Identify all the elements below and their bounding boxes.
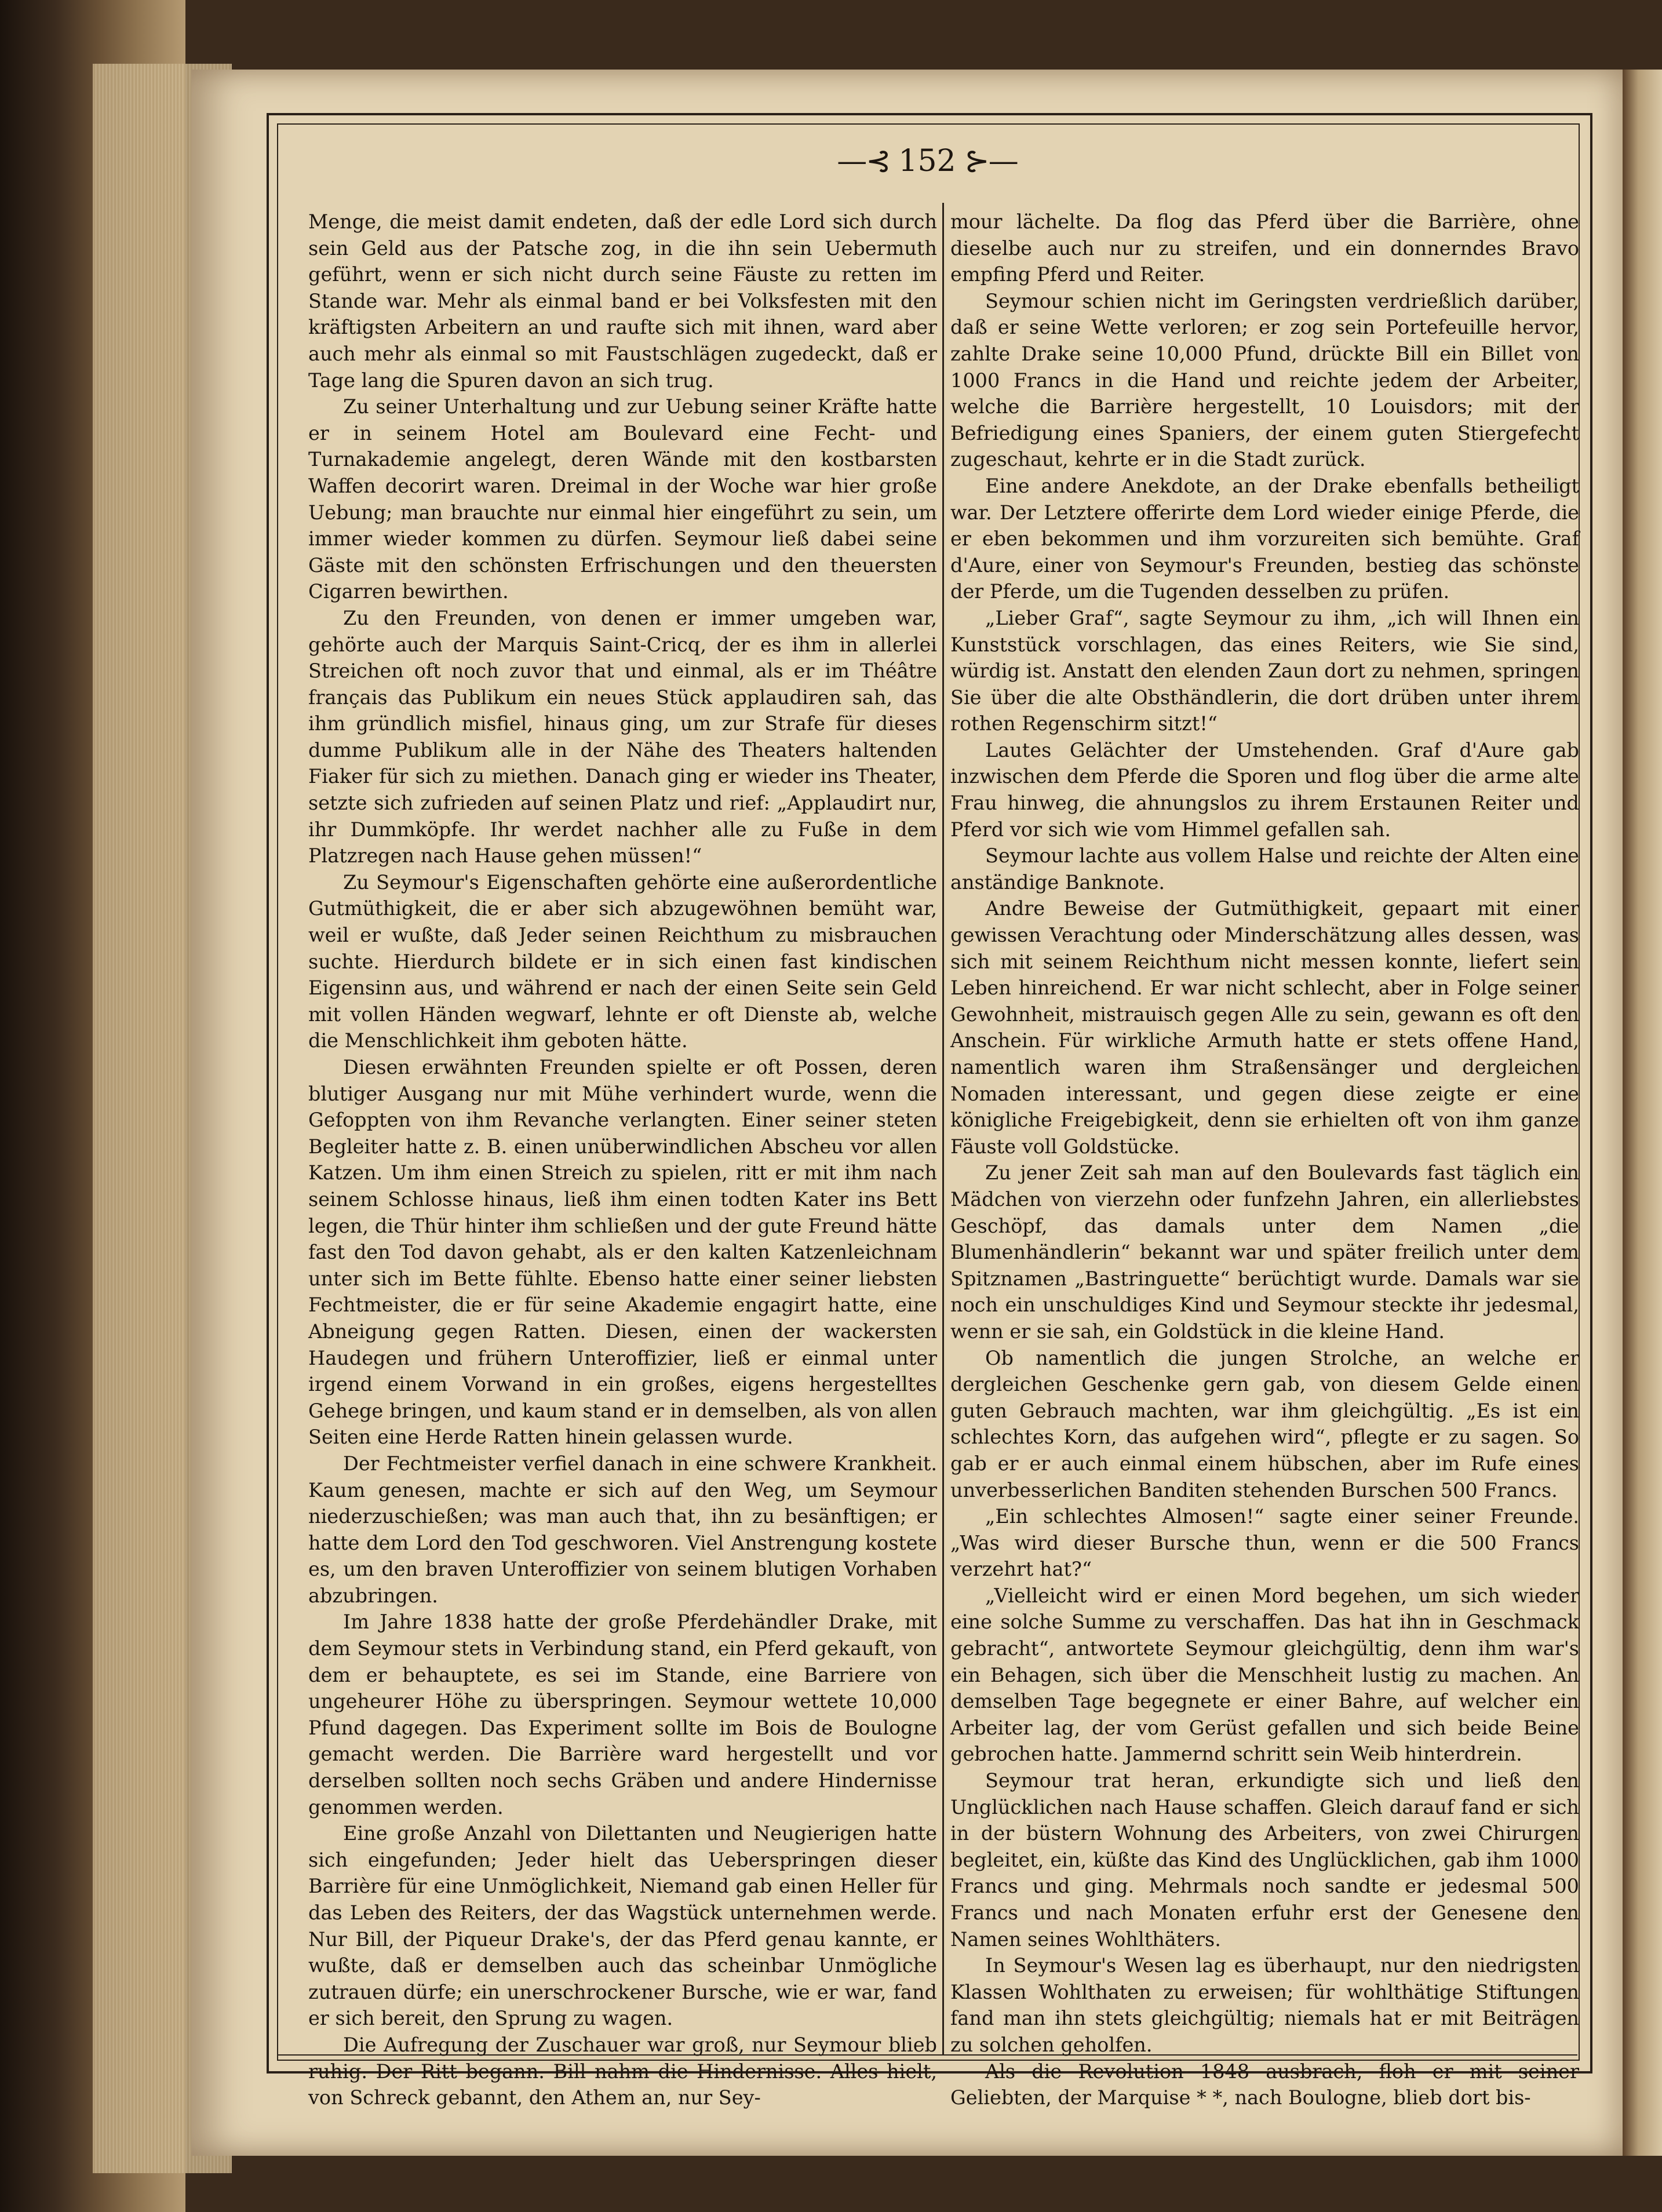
- paragraph: Der Fechtmeister verfiel danach in eine schwere Krankheit. Kaum genesen, machte er sich auf den Weg, um Seymour niederzuschießen; was man auch that, ihn zu besänftigen; er hatte dem Lord den Tod geschworen. Viel Anstrengung kostete es, um den braven Unteroffizier von seinem blutigen Vorhaben abzubringen.: [308, 1452, 937, 1607]
- paragraph: Lautes Gelächter der Umstehenden. Graf d'Aure gab inzwischen dem Pferde die Sporen und flog über die arme alte Frau hinweg, die ahnungslos zu ihrem Erstaunen Reiter und Pferd vor sich wie vom Himmel gefallen sah.: [950, 738, 1579, 841]
- paragraph: Diesen erwähnten Freunden spielte er oft Possen, deren blutiger Ausgang nur mit Mühe verhindert wurde, wenn die Gefoppten von ihm Revanche verlangten. Einer seiner steten Begleiter hatte z. B. einen unüberwindlichen Abscheu vor allen Katzen. Um ihm einen Streich zu spielen, ritt er mit ihm nach seinem Schlosse hinaus, ließ ihm einen todten Kater ins Bett legen, die Thür hinter ihm schließen und der gute Freund hätte fast den Tod davon gehabt, als er den kalten Katzenleichnam unter sich im Bette fühlte. Ebenso hatte einer seiner liebsten Fechtmeister, die er für seine Akademie engagirt hatte, eine Abneigung gegen Ratten. Diesen, einen der wackersten Haudegen und frühern Unteroffizier, ließ er einmal unter irgend einem Vorwand in ein großes, eigens hergestelltes Gehege bringen, und kaum stand er in demselben, als von allen Seiten eine Herde Ratten hinein gelassen wurde.: [308, 1056, 937, 1449]
- paragraph: Seymour lachte aus vollem Halse und reichte der Alten eine anständige Banknote.: [950, 844, 1579, 894]
- paragraph: Zu seiner Unterhaltung und zur Uebung seiner Kräfte hatte er in seinem Hotel am Boulevard eine Fecht- und Turnakademie angelegt, deren Wände mit den kostbarsten Waffen decorirt waren. Dreimal in der Woche war hier große Uebung; man brauchte nur einmal hier eingeführt zu sein, um immer wieder kommen zu dürfen. Seymour ließ dabei seine Gäste mit den schönsten Erfrischungen und den theuersten Cigarren bewirthen.: [308, 395, 937, 603]
- page-number: 152: [898, 144, 956, 178]
- text-column-left: [308, 209, 937, 2109]
- paragraph: Ob namentlich die jungen Strolche, an welche er dergleichen Geschenke gern gab, von diesem Gelde einen guten Gebrauch machten, war ihm gleichgültig. „Es ist ein schlechtes Korn, das aufgehen wird“, pflegte er zu sagen. So gab er er auch einmal einem hübschen, aber im Rufe eines unverbesserlichen Banditen stehenden Burschen 500 Francs.: [950, 1346, 1579, 1502]
- page-header: [277, 144, 1577, 190]
- paragraph: „Vielleicht wird er einen Mord begehen, um sich wieder eine solche Summe zu verschaffen. Das hat ihn in Geschmack gebracht“, antwortete Seymour gleichgültig, denn ihm war's ein Behagen, sich über die Menschheit lustig zu machen. An demselben Tage begegnete er einer Bahre, auf welcher ein Arbeiter lag, der vom Gerüst gefallen und sich beide Beine gebrochen hatte. Jammernd schritt sein Weib hinterdrein.: [950, 1584, 1579, 1766]
- paragraph: Als die Revolution 1848 ausbrach, floh er mit seiner Geliebten, der Marquise * *, nach Boulogne, blieb dort bis-: [950, 2060, 1579, 2109]
- paragraph: Eine große Anzahl von Dilettanten und Neugierigen hatte sich eingefunden; Jeder hielt das Ueberspringen dieser Barrière für eine Unmöglichkeit, Niemand gab einen Heller für das Leben des Reiters, der das Wagstück unternehmen werde. Nur Bill, der Piqueur Drake's, der das Pferd genau kannte, er wußte, daß er demselben auch das scheinbar Unmögliche zutrauen dürfe; ein unerschrockener Bursche, wie er war, fand er sich bereit, den Sprung zu wagen.: [308, 1822, 937, 2030]
- column-divider: [942, 203, 944, 2054]
- paragraph: „Lieber Graf“, sagte Seymour zu ihm, „ich will Ihnen ein Kunststück vorschlagen, das eines Reiters, wie Sie sind, würdig ist. Anstatt den elenden Zaun dort zu nehmen, springen Sie über die alte Obsthändlerin, die dort drüben unter ihrem rothen Regenschirm sitzt!“: [950, 606, 1579, 735]
- paragraph: Menge, die meist damit endeten, daß der edle Lord sich durch sein Geld aus der Patsche zog, in die ihn sein Uebermuth geführt, wenn er sich nicht durch seine Fäuste zu retten im Stande war. Mehr als einmal band er bei Volksfesten mit den kräftigsten Arbeitern an und raufte sich mit ihnen, ward aber auch mehr als einmal so mit Faustschlägen zugedeckt, daß er Tage lang die Spuren davon an sich trug.: [308, 210, 937, 392]
- paragraph: mour lächelte. Da flog das Pferd über die Barrière, ohne dieselbe auch nur zu streifen, und ein donnerndes Bravo empfing Pferd und Reiter.: [950, 210, 1579, 286]
- paragraph: „Ein schlechtes Almosen!“ sagte einer seiner Freunde. „Was wird dieser Bursche thun, wenn er die 500 Francs verzehrt hat?“: [950, 1505, 1579, 1581]
- paragraph: In Seymour's Wesen lag es überhaupt, nur den niedrigsten Klassen Wohlthaten zu erweisen; für wohlthätige Stiftungen fand man ihn stets gleichgültig; niemals hat er mit Beiträgen zu solchen geholfen.: [950, 1954, 1579, 2056]
- paragraph: Zu jener Zeit sah man auf den Boulevards fast täglich ein Mädchen von vierzehn oder funfzehn Jahren, ein allerliebstes Geschöpf, das damals unter dem Namen „die Blumenhändlerin“ bekannt war und später freilich unter dem Spitznamen „Bastringuette“ berüchtigt wurde. Damals war sie noch ein unschuldiges Kind und Seymour steckte ihr jedesmal, wenn er sie sah, ein Goldstück in die kleine Hand.: [950, 1161, 1579, 1343]
- paragraph: Im Jahre 1838 hatte der große Pferdehändler Drake, mit dem Seymour stets in Verbindung stand, ein Pferd gekauft, von dem er behauptete, es sei im Stande, eine Barriere von ungeheurer Höhe zu überspringen. Seymour wettete 10,000 Pfund dagegen. Das Experiment sollte im Bois de Boulogne gemacht werden. Die Barrière ward hergestellt und vor derselben sollten noch sechs Gräben und andere Hindernisse genommen werden.: [308, 1610, 937, 1819]
- header-ornament-left: —⊰: [837, 144, 899, 178]
- paragraph: Andre Beweise der Gutmüthigkeit, gepaart mit einer gewissen Verachtung oder Minderschätzung alles dessen, was sich mit seinem Reichthum nicht messen konnte, liefert sein Leben hinreichend. Er war nicht schlecht, aber in Folge seiner Gewohnheit, mistrauisch gegen Alle zu sein, gewann es oft den Anschein. Für wirkliche Armuth hatte er stets offene Hand, namentlich waren ihm Straßensänger und dergleichen Nomaden interessant, und gegen diese zeigte er eine königliche Freigebigkeit, denn sie erhielten oft von ihm ganze Fäuste voll Goldstücke.: [950, 897, 1579, 1158]
- paragraph: Die Aufregung der Zuschauer war groß, nur Seymour blieb ruhig. Der Ritt begann. Bill nahm die Hindernisse. Alles hielt, von Schreck gebannt, den Athem an, nur Sey-: [308, 2033, 937, 2109]
- text-column-right: [950, 209, 1579, 2109]
- facing-page-edge: [1623, 70, 1662, 2156]
- header-ornament-right: ⊱—: [956, 144, 1018, 178]
- paragraph: Zu Seymour's Eigenschaften gehörte eine außerordentliche Gutmüthigkeit, die er aber sich abzugewöhnen bemüht war, weil er wußte, daß Jeder seinen Reichthum zu misbrauchen suchte. Hierdurch bildete er in sich einen fast kindischen Eigensinn aus, und während er nach der einen Seite sein Geld mit vollen Händen wegwarf, lehnte er oft Dienste ab, welche die Menschlichkeit ihm geboten hätte.: [308, 870, 937, 1052]
- paragraph: Eine andere Anekdote, an der Drake ebenfalls betheiligt war. Der Letztere offerirte dem Lord wieder einige Pferde, die er eben bekommen und ihm vorzureiten sich bemühte. Graf d'Aure, einer von Seymour's Freunden, bestieg das schönste der Pferde, um die Tugenden desselben zu prüfen.: [950, 474, 1579, 603]
- paragraph: Zu den Freunden, von denen er immer umgeben war, gehörte auch der Marquis Saint-Cricq, der es ihm in allerlei Streichen oft noch zuvor that und einmal, als er im Théâtre français das Publikum ein neues Stück applaudiren sah, das ihm gründlich misfiel, hinaus ging, um zur Strafe für dieses dumme Publikum alle in der Nähe des Theaters haltenden Fiaker für sich zu miethen. Danach ging er wieder ins Theater, setzte sich zufrieden auf seinen Platz und rief: „Applaudirt nur, ihr Dummköpfe. Ihr werdet nachher alle zu Fuße in dem Platzregen nach Hause gehen müssen!“: [308, 606, 937, 868]
- paragraph: Seymour schien nicht im Geringsten verdrießlich darüber, daß er seine Wette verloren; er zog sein Portefeuille hervor, zahlte Drake seine 10,000 Pfund, drückte Bill ein Billet von 1000 Francs in die Hand und reichte jedem der Arbeiter, welche die Barrière hergestellt, 10 Louisdors; mit der Befriedigung eines Spaniers, der einem guten Stiergefecht zugeschaut, kehrte er in die Stadt zurück.: [950, 289, 1579, 471]
- paragraph: Seymour trat heran, erkundigte sich und ließ den Unglücklichen nach Hause schaffen. Gleich darauf fand er sich in der büstern Wohnung des Arbeiters, von zwei Chirurgen begleitet, ein, küßte das Kind des Unglücklichen, gab ihm 1000 Francs und ging. Mehrmals noch sandte er jedesmal 500 Francs und nach Monaten erfuhr erst der Genesene den Namen seines Wohlthäters.: [950, 1769, 1579, 1951]
